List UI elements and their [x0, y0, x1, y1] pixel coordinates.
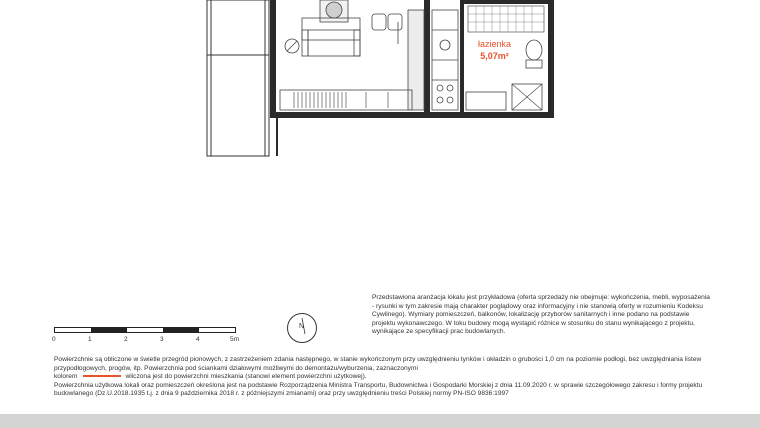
- compass-icon: [287, 313, 317, 343]
- wardrobe: [294, 92, 388, 108]
- scale-tick: 0: [52, 336, 56, 343]
- note-paragraph: Powierzchnia użytkowa lokali oraz pomieszczeń określona jest na podstawie Rozporządzenia Ministra Transportu, Budownictwa i Gospodarki Morskiej z dnia 11.09.2020 r. w sprawie szczegółowego zakresu i formy projektu budowlanego (Dz.U.2018.1935 t.j. z dnia 9 października 2018 r. z późniejszymi zmianami) oraz przy uwzględnieniu treści Polskiej normy PN-ISO 9836:1997: [54, 381, 703, 398]
- kitchen: [432, 10, 458, 110]
- scale-segment: [91, 328, 127, 332]
- bottom-band: [0, 414, 760, 428]
- room-name: łazienka: [478, 39, 512, 49]
- disclaimer-text: Przedstawiona aranżacja lokalu jest przykładowa (oferta sprzedaży nie obejmuje: wykończenia, mebli, wyposażenia - rysunki w tym zakresie mają charakter poglądowy oraz informacyjny i nie stanowią oferty w rozumieniu Kodeksu Cywilnego). Wymiary pomieszczeń, balkonów, lokalizację przyborów sanitarnych i inne podano na podstawie projektu wykonawczego. W toku budowy mogą wystąpić różnice w stosunku do stanu wynikającego z projektu, wynikające ze specyfikacji prac budowlanych.: [372, 294, 710, 336]
- scale-tick: 2: [124, 336, 128, 343]
- scale-tick: 3: [160, 336, 164, 343]
- note-paragraph: Powierzchnie są obliczone w świetle przegród pionowych, z zastrzeżeniem zdania następnego, w stanie wykończonym przy uwzględnieniu tynków i okładzin o grubości 1,0 cm na poziomie podłogi, bez uwzględniania listew przypodłogowych, progów, itp. Powierzchnia pod ściankami działowymi możliwymi do demontażu/wyburzenia, zaznaczonymi: [54, 356, 702, 372]
- scale-tick: 4: [196, 336, 200, 343]
- scale-bar-frame: [54, 327, 236, 333]
- living-furniture: [280, 0, 424, 110]
- scale-tick: 1: [88, 336, 92, 343]
- scale-segment: [163, 328, 199, 332]
- scale-tick: 5m: [230, 336, 240, 343]
- compass-letter: N: [299, 323, 305, 330]
- note-paragraph-color: [54, 373, 704, 382]
- balcony: [207, 0, 269, 156]
- room-label-bathroom: [478, 38, 511, 62]
- room-area: 5,07m²: [480, 51, 509, 61]
- red-line-legend: [83, 375, 121, 377]
- note-color-after: wliczona jest do powierzchni mieszkania (stanowi element powierzchni użytkowej).: [125, 373, 367, 381]
- area-notes: [54, 356, 704, 399]
- note-color-before: kolorem: [54, 373, 78, 381]
